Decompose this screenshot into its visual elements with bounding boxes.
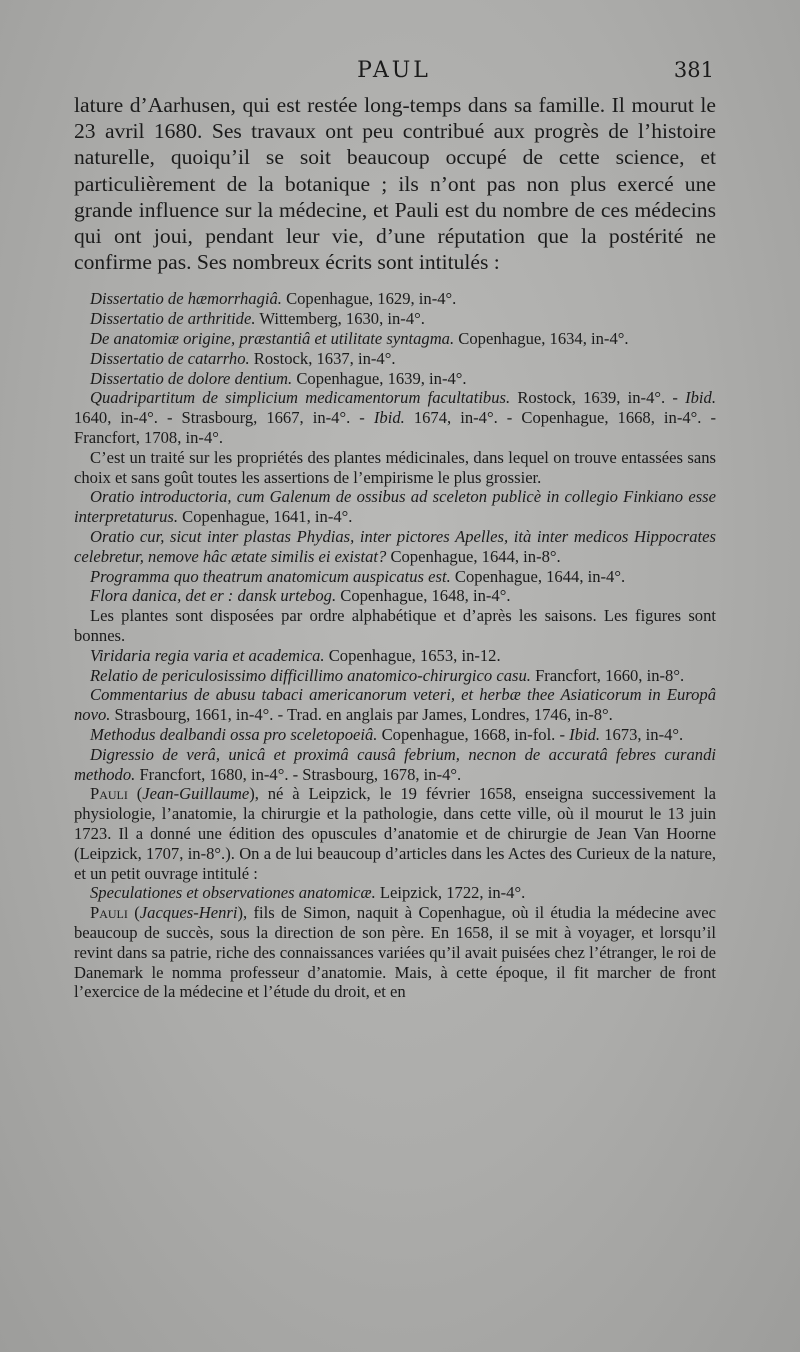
publication-details: Copenhague, 1639, in-4°. <box>292 368 467 388</box>
author-name: Pauli <box>90 784 128 804</box>
publication-details: 1640, in-4°. - Strasbourg, 1667, in-4°. - <box>74 408 374 428</box>
page-header <box>74 58 714 88</box>
page-number: 381 <box>673 58 714 82</box>
work-title: Oratio introductoria, cum Galenum de ossibus ad sceleton publicè in collegio Finkiano esse interpretaturus. <box>74 487 716 527</box>
work-title: Dissertatio de hæmorrhagiâ. <box>90 289 282 309</box>
bibliography-entry <box>74 309 716 329</box>
work-title: Dissertatio de catarrho. <box>90 348 250 368</box>
work-title: Ibid. <box>373 408 405 428</box>
work-title: Dissertatio de arthritide. <box>90 309 256 329</box>
paren-close: ) <box>237 903 243 923</box>
publication-details: Copenhague, 1644, in-8°. <box>386 546 561 566</box>
publication-details: Rostock, 1637, in-4°. <box>249 348 396 368</box>
given-names: Jacques-Henri <box>139 903 238 923</box>
bibliography-entry <box>74 784 716 883</box>
work-title: Ibid. <box>685 388 716 408</box>
intro-paragraph: lature d’Aarhusen, qui est restée long-temps dans sa famille. Il mourut le 23 avril 1680. Ses travaux ont peu contribué aux progrès de l’histoire naturelle, quoiqu’il se soit beaucoup occupé de cette science, et particulièrement de la botanique ; ils n’ont pas non plus exercé une grande influence sur la médecine, et Pauli est du nombre de ces médecins qui ont joui, pendant leur vie, d’une réputation que la postérité ne confirme pas. Ses nombreux écrits sont intitulés : <box>74 93 716 275</box>
bibliography-entry <box>74 388 716 447</box>
work-title: Digressio de verâ, unicâ et proximâ causâ febrium, necnon de accuratâ febres curandi methodo. <box>74 744 716 784</box>
bibliography-entry <box>74 329 716 349</box>
work-title: Ibid. <box>569 724 601 744</box>
bibliography-entry <box>74 567 716 587</box>
publication-details: Wittemberg, 1630, in-4°. <box>255 309 425 329</box>
paren-open: ( <box>127 784 143 804</box>
bibliography <box>74 289 716 1002</box>
given-names: Jean-Guillaume <box>142 784 250 804</box>
publication-details: Rostock, 1639, in-4°. - <box>510 388 686 408</box>
running-head: PAUL <box>357 58 431 83</box>
bibliography-entry <box>74 527 716 567</box>
author-name: Pauli <box>90 903 128 923</box>
bibliography-entry <box>74 349 716 369</box>
page-body <box>74 92 716 1002</box>
entry-text: Les plantes sont disposées par ordre alphabétique et d’après les saisons. Les figures sont bonnes. <box>74 606 716 645</box>
publication-details: Copenhague, 1653, in-12. <box>324 645 501 665</box>
entry-text: C’est un traité sur les propriétés des plantes médicinales, dans lequel on trouve entassées sans choix et sans goût toutes les assertions de l’empirisme le plus grossier. <box>74 447 716 487</box>
work-title: De anatomiæ origine, præstantiâ et utilitate syntagma. <box>90 329 455 349</box>
work-title: Speculationes et observationes anatomicæ. <box>90 883 376 903</box>
work-title: Programma quo theatrum anatomicum auspicatus est. <box>90 566 451 586</box>
bibliography-entry <box>74 606 716 646</box>
bibliography-entry <box>74 903 716 1002</box>
work-title: Oratio cur, sicut inter plastas Phydias, inter pictores Apelles, ità inter medicos Hippocrates celebretur, nemove hâc ætate similis ei existat? <box>74 526 716 566</box>
work-title: Dissertatio de dolore dentium. <box>90 368 293 388</box>
bibliography-entry <box>74 487 716 527</box>
bibliography-entry <box>74 685 716 725</box>
publication-details: Copenhague, 1668, in-fol. - <box>377 724 570 744</box>
publication-details: Copenhague, 1634, in-4°. <box>454 329 629 349</box>
work-title: Viridaria regia varia et academica. <box>90 645 325 665</box>
publication-details: 1674, in-4°. - Copenhague, 1668, in-4°. - Francfort, 1708, in-4°. <box>74 408 717 447</box>
publication-details: Leipzick, 1722, in-4°. <box>375 883 526 903</box>
bibliography-entry <box>74 448 716 488</box>
work-title: Commentarius de abusu tabaci americanorum veteri, et herbæ thee Asiaticorum in Europâ novo. <box>74 685 716 725</box>
work-title: Quadripartitum de simplicium medicamentorum facultatibus. <box>90 388 511 408</box>
publication-details: Copenhague, 1641, in-4°. <box>178 507 353 527</box>
publication-details: 1673, in-4°. <box>600 724 684 744</box>
bibliography-entry <box>74 289 716 309</box>
bibliography-entry <box>74 745 716 785</box>
work-title: Methodus dealbandi ossa pro sceletopoeiâ. <box>90 724 378 744</box>
bibliography-entry <box>74 725 716 745</box>
publication-details: Francfort, 1660, in-8°. <box>530 665 685 685</box>
publication-details: Copenhague, 1644, in-4°. <box>450 566 626 586</box>
paren-close: ) <box>249 784 255 804</box>
bibliography-entry <box>74 369 716 389</box>
bibliography-entry <box>74 883 716 903</box>
bibliography-entry <box>74 586 716 606</box>
publication-details: Strasbourg, 1661, in-4°. - Trad. en anglais par James, Londres, 1746, in-8°. <box>110 705 613 725</box>
entry-text: , né à Leipzick, le 19 février 1658, enseigna successivement la physiologie, l’anatomie, la chirurgie et la pathologie, dans cette ville, où il mourut le 13 juin 1723. Il a donné une édition des opuscules d’anatomie et de chirurgie de Jean Van Hoorne (Leipzick, 1707, in-8°.). On a de lui beaucoup d’articles dans les Actes des Curieux de la nature, et un petit ouvrage intitulé : <box>74 784 716 883</box>
bibliography-entry <box>74 666 716 686</box>
entry-text: , fils de Simon, naquit à Copenhague, où il étudia la médecine avec beaucoup de succès, sous la direction de son père. En 1658, il se mit à voyager, et lorsqu’il revint dans sa patrie, riche des connaissances variées qu’il avait puisées chez l’étranger, le roi de Danemark le nomma professeur d’anatomie. Mais, à cette époque, il fit marcher de front l’exercice de la médecine et l’étude du droit, et en <box>74 903 716 1002</box>
work-title: Relatio de periculosissimo difficillimo anatomico-chirurgico casu. <box>90 665 531 685</box>
work-title: Flora danica, det er : dansk urtebog. <box>90 586 337 606</box>
publication-details: Copenhague, 1648, in-4°. <box>336 586 511 606</box>
bibliography-entry <box>74 646 716 666</box>
paren-open: ( <box>127 903 140 923</box>
publication-details: Francfort, 1680, in-4°. - Strasbourg, 1678, in-4°. <box>135 764 462 784</box>
publication-details: Copenhague, 1629, in-4°. <box>281 289 457 309</box>
